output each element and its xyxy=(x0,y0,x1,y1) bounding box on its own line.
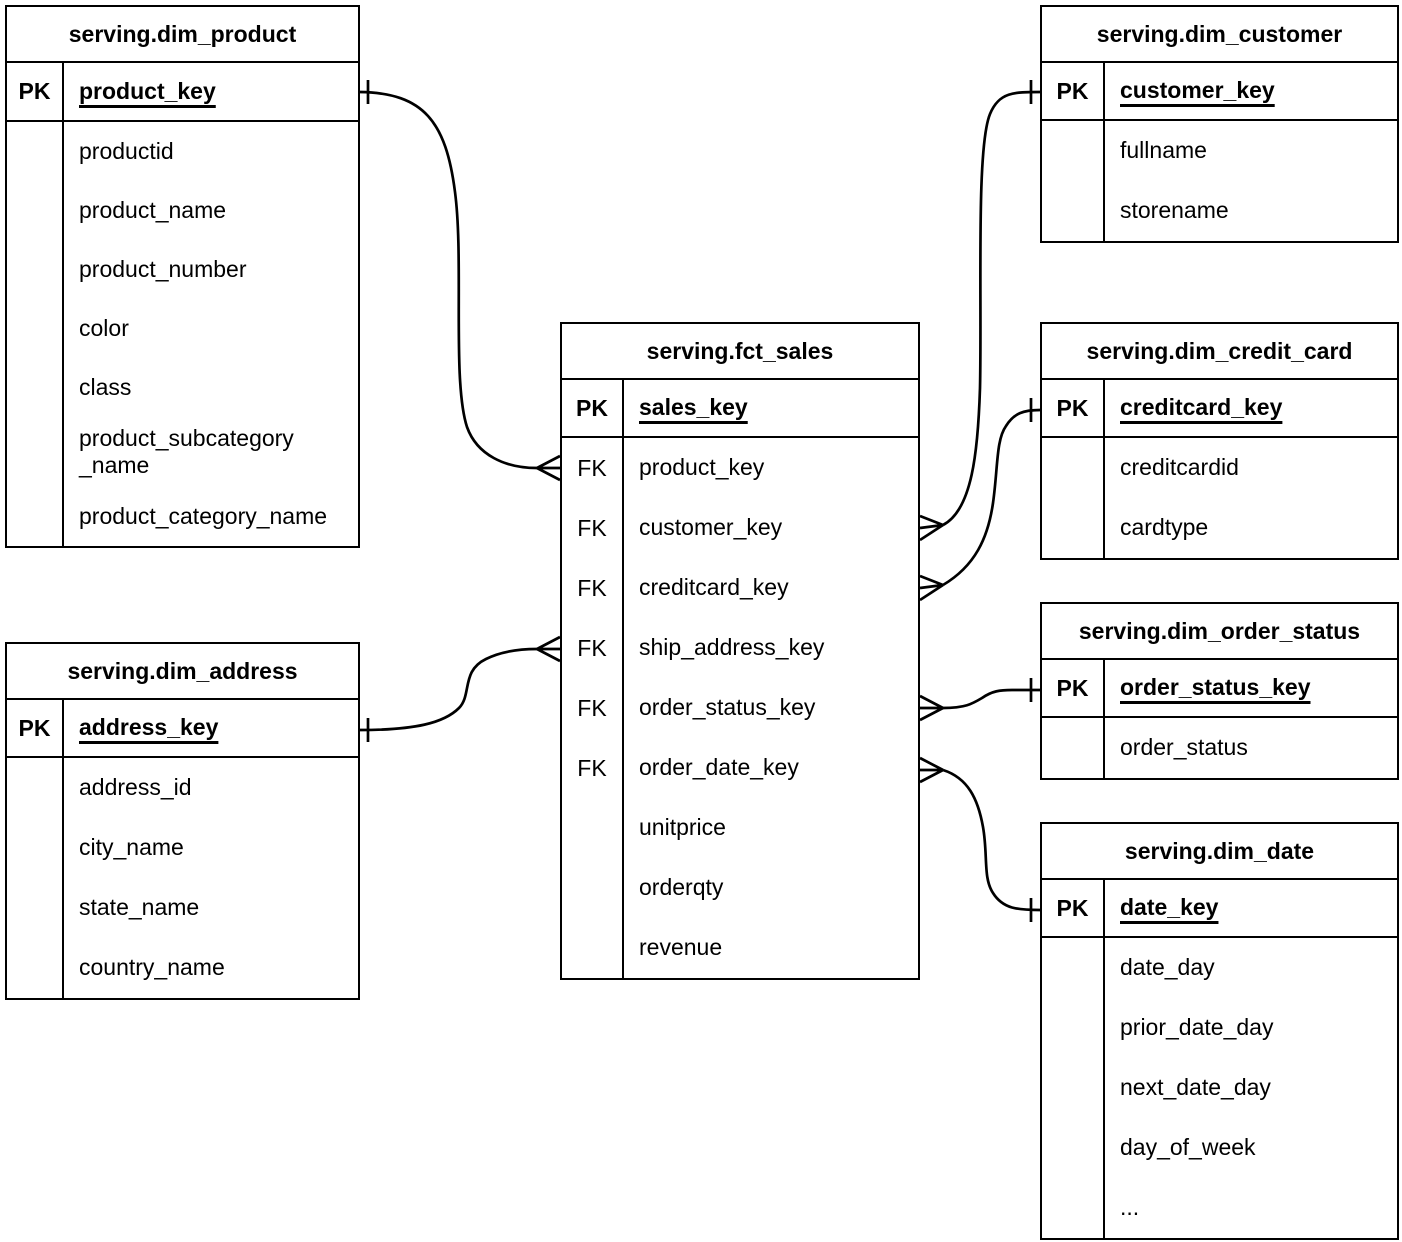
pk-row xyxy=(7,63,358,122)
many-cardinality-crowfoot xyxy=(920,576,943,600)
many-cardinality-crowfoot xyxy=(537,456,560,480)
table-row xyxy=(7,818,358,878)
key-badge: PK xyxy=(7,700,64,756)
field-name: unitprice xyxy=(639,814,726,841)
key-badge xyxy=(7,358,64,417)
table-row xyxy=(562,438,918,498)
table-row xyxy=(7,487,358,546)
table-row xyxy=(562,918,918,978)
key-badge: FK xyxy=(562,498,624,558)
key-badge: FK xyxy=(562,678,624,738)
table-row xyxy=(7,417,358,487)
table-title: serving.dim_customer xyxy=(1042,7,1397,63)
field-name: creditcard_key xyxy=(639,574,789,601)
table-row xyxy=(7,299,358,358)
table-serving-dim-customer xyxy=(1040,5,1399,243)
many-cardinality-crowfoot xyxy=(920,696,943,720)
key-badge: PK xyxy=(7,63,64,120)
key-badge xyxy=(562,798,624,858)
key-badge xyxy=(1042,1058,1105,1118)
table-row xyxy=(7,878,358,938)
table-row xyxy=(1042,998,1397,1058)
key-badge xyxy=(7,122,64,181)
key-badge xyxy=(562,918,624,978)
key-badge xyxy=(1042,938,1105,998)
pk-field-name: creditcard_key xyxy=(1120,394,1283,421)
field-name: state_name xyxy=(79,894,200,921)
key-badge xyxy=(1042,498,1105,558)
field-name: creditcardid xyxy=(1120,454,1239,481)
pk-field-name: address_key xyxy=(79,714,219,741)
field-name: address_id xyxy=(79,774,192,801)
key-badge xyxy=(7,487,64,546)
field-name: productid xyxy=(79,137,174,164)
key-badge xyxy=(1042,998,1105,1058)
table-row xyxy=(562,798,918,858)
key-badge xyxy=(7,878,64,938)
field-name: order_status xyxy=(1120,734,1248,761)
table-title: serving.dim_order_status xyxy=(1042,604,1397,660)
field-name: city_name xyxy=(79,834,184,861)
field-name: date_day xyxy=(1120,954,1215,981)
field-name: product_key xyxy=(639,454,765,481)
table-serving-dim-order-status xyxy=(1040,602,1399,780)
relationship-line xyxy=(360,649,537,730)
pk-field-name: customer_key xyxy=(1120,77,1275,104)
field-name: product_number xyxy=(79,255,247,282)
key-badge: PK xyxy=(1042,660,1105,716)
table-serving-dim-product xyxy=(5,5,360,548)
pk-field-name: sales_key xyxy=(639,394,748,421)
field-name: country_name xyxy=(79,954,225,981)
table-row xyxy=(562,858,918,918)
pk-field-name: order_status_key xyxy=(1120,674,1311,701)
table-row xyxy=(562,618,918,678)
pk-field-name: product_key xyxy=(79,77,216,104)
key-badge xyxy=(562,858,624,918)
field-name: product_category_name xyxy=(79,502,328,529)
key-badge xyxy=(1042,1118,1105,1178)
key-badge xyxy=(7,938,64,998)
relationship-fct-date xyxy=(920,758,1040,922)
table-serving-dim-address xyxy=(5,642,360,1000)
field-name: revenue xyxy=(639,934,723,961)
field-name: color xyxy=(79,314,129,341)
relationship-line xyxy=(943,92,1040,525)
field-name: order_status_key xyxy=(639,694,816,721)
key-badge: PK xyxy=(562,380,624,436)
key-badge xyxy=(7,818,64,878)
key-badge xyxy=(7,181,64,240)
key-badge xyxy=(1042,121,1105,181)
table-row xyxy=(1042,498,1397,558)
relationship-fct-customer xyxy=(920,80,1040,540)
field-name: order_date_key xyxy=(639,754,799,781)
table-title: serving.dim_address xyxy=(7,644,358,700)
table-serving-dim-credit-card xyxy=(1040,322,1399,560)
many-cardinality-crowfoot xyxy=(920,516,943,540)
pk-row xyxy=(1042,880,1397,938)
field-name: storename xyxy=(1120,197,1229,224)
table-row xyxy=(7,122,358,181)
key-badge xyxy=(7,240,64,299)
table-row xyxy=(7,240,358,299)
table-title: serving.dim_credit_card xyxy=(1042,324,1397,380)
key-badge: FK xyxy=(562,558,624,618)
table-row xyxy=(1042,1178,1397,1238)
pk-row xyxy=(1042,63,1397,121)
pk-field-name: date_key xyxy=(1120,894,1219,921)
field-name: orderqty xyxy=(639,874,724,901)
key-badge xyxy=(7,417,64,487)
relationship-fct-order-status xyxy=(920,678,1040,720)
table-title: serving.fct_sales xyxy=(562,324,918,380)
field-name: product_name xyxy=(79,196,227,223)
table-serving-fct-sales xyxy=(560,322,920,980)
field-name: cardtype xyxy=(1120,514,1209,541)
table-row xyxy=(1042,938,1397,998)
key-badge xyxy=(1042,718,1105,778)
key-badge: PK xyxy=(1042,380,1105,436)
table-row xyxy=(562,498,918,558)
relationship-line xyxy=(943,410,1040,585)
table-title: serving.dim_product xyxy=(7,7,358,63)
pk-row xyxy=(1042,660,1397,718)
pk-row xyxy=(562,380,918,438)
relationship-fct-product xyxy=(360,80,560,480)
table-row xyxy=(7,938,358,998)
key-badge: FK xyxy=(562,738,624,798)
key-badge xyxy=(1042,1178,1105,1238)
key-badge: FK xyxy=(562,618,624,678)
field-name: prior_date_day xyxy=(1120,1014,1274,1041)
table-row xyxy=(1042,1058,1397,1118)
key-badge: PK xyxy=(1042,63,1105,119)
many-cardinality-crowfoot xyxy=(537,637,560,661)
relationship-line xyxy=(943,690,1040,708)
table-serving-dim-date xyxy=(1040,822,1399,1240)
field-name: next_date_day xyxy=(1120,1074,1271,1101)
relationship-fct-address xyxy=(360,637,560,742)
key-badge xyxy=(7,299,64,358)
field-name: day_of_week xyxy=(1120,1134,1256,1161)
key-badge xyxy=(7,758,64,818)
table-row xyxy=(562,558,918,618)
table-row xyxy=(1042,121,1397,181)
key-badge: FK xyxy=(562,438,624,498)
key-badge xyxy=(1042,438,1105,498)
key-badge: PK xyxy=(1042,880,1105,936)
many-cardinality-crowfoot xyxy=(920,758,943,782)
table-row xyxy=(7,758,358,818)
pk-row xyxy=(1042,380,1397,438)
table-row xyxy=(562,678,918,738)
table-row xyxy=(562,738,918,798)
table-title: serving.dim_date xyxy=(1042,824,1397,880)
relationship-line xyxy=(360,92,537,468)
field-name: ship_address_key xyxy=(639,634,825,661)
field-name: fullname xyxy=(1120,137,1207,164)
table-row xyxy=(1042,181,1397,241)
relationship-line xyxy=(943,770,1040,910)
table-row xyxy=(1042,438,1397,498)
table-row xyxy=(7,181,358,240)
relationship-fct-credit-card xyxy=(920,398,1040,600)
field-name: class xyxy=(79,373,132,400)
field-name: ... xyxy=(1120,1194,1140,1221)
key-badge xyxy=(1042,181,1105,241)
field-name: product_subcategory_name xyxy=(79,424,294,478)
table-row xyxy=(7,358,358,417)
table-row xyxy=(1042,1118,1397,1178)
field-name: customer_key xyxy=(639,514,783,541)
table-row xyxy=(1042,718,1397,778)
pk-row xyxy=(7,700,358,758)
